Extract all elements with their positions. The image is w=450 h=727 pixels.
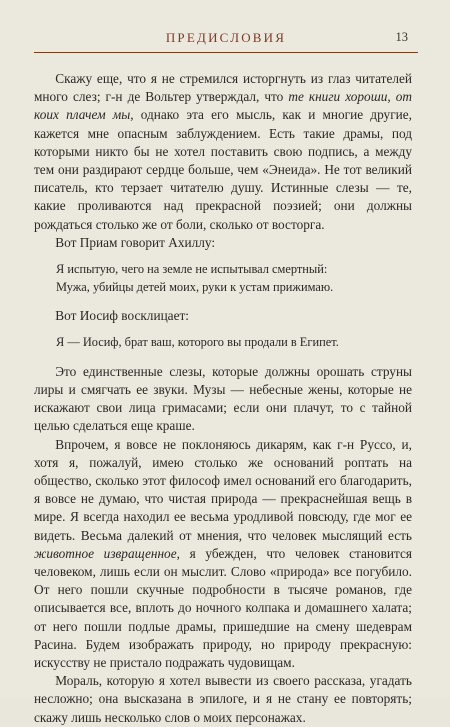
running-title: ПРЕДИСЛОВИЯ — [165, 30, 287, 45]
page-header — [34, 30, 418, 48]
text-run: Впрочем, я вовсе не поклоняюсь дикарям, как г-н Руссо, и, хотя я, пожалуй, имею столько же оснований роптать на общество, сколько этот философ имел оснований его благодарить, я вовсе не думаю, что чистая природа — прекраснейшая вещь в мире. Я всегда находил ее весьма уродливой повсюду, где мог ее видеть. Весьма далекий от мнения, что человек мыслящий есть — [34, 436, 412, 543]
page-number: 13 — [395, 30, 408, 44]
verse-line: Я — Иосиф, брат ваш, которого вы продали в Египет. — [56, 335, 339, 350]
italic-quote: те книги хороши, от коих плачем мы — [34, 89, 412, 123]
paragraph: Мораль, которую я хотел вывести из своего рассказа, угадать несложно; она высказана в эпилоге, и я не стану ее повторять; скажу лишь несколько слов о моих персонажах. — [34, 673, 412, 725]
verse-line: Мужа, убийцы детей моих, руки к устам прижимаю. — [56, 279, 334, 294]
italic-term: животное извращенное — [34, 545, 177, 561]
text-run: Скажу еще, что я не стремился исторгнуть из глаз читателей много слез; г-н де Вольтер утверждал, что — [34, 71, 412, 105]
text-run: , я убежден, что человек становится человеком, лишь если он мыслит. Слово «природа» все погубило. От него пошли скучные подробности в тысяче романов, где описывается все, вплоть до ночного колпака и домашнего халата; от него пошли подлые драмы, пришедшие на смену шедеврам Расина. Будем изображать природу, но природу прекрасную: искусству не пристало подражать чудовищам. — [34, 545, 412, 670]
paragraph — [34, 436, 412, 673]
body-text — [34, 66, 412, 727]
paragraph: Это единственные слезы, которые должны орошать струны лиры и смягчать ее звуки. Музы — небесные жены, которые не искажают свои лица гримасами; если они плачут, то с тайной целью сделаться еще краше. — [34, 363, 412, 434]
paragraph — [34, 70, 412, 234]
text-run: , однако эта его мысль, как и многие другие, кажется мне опасным заблуждением. Есть такие драмы, под которыми никто бы не хотел поставить свою подпись, а между тем они раздирают сердце больше, чем «Энеида». Не тот великий писатель, кто терзает читателю душу. Истинные слезы — те, какие проливаются над прекрасной поэзией; они должны рождаться столько же от боли, сколько от восторга. — [34, 107, 412, 232]
verse-quote — [34, 261, 412, 296]
verse-line: Я испытую, чего на земле не испытывал смертный: — [56, 262, 328, 277]
paragraph: Вот Иосиф восклицает: — [55, 308, 189, 324]
header-rule — [34, 52, 418, 53]
verse-quote — [34, 334, 412, 352]
paragraph: Вот Приам говорит Ахиллу: — [55, 234, 216, 250]
